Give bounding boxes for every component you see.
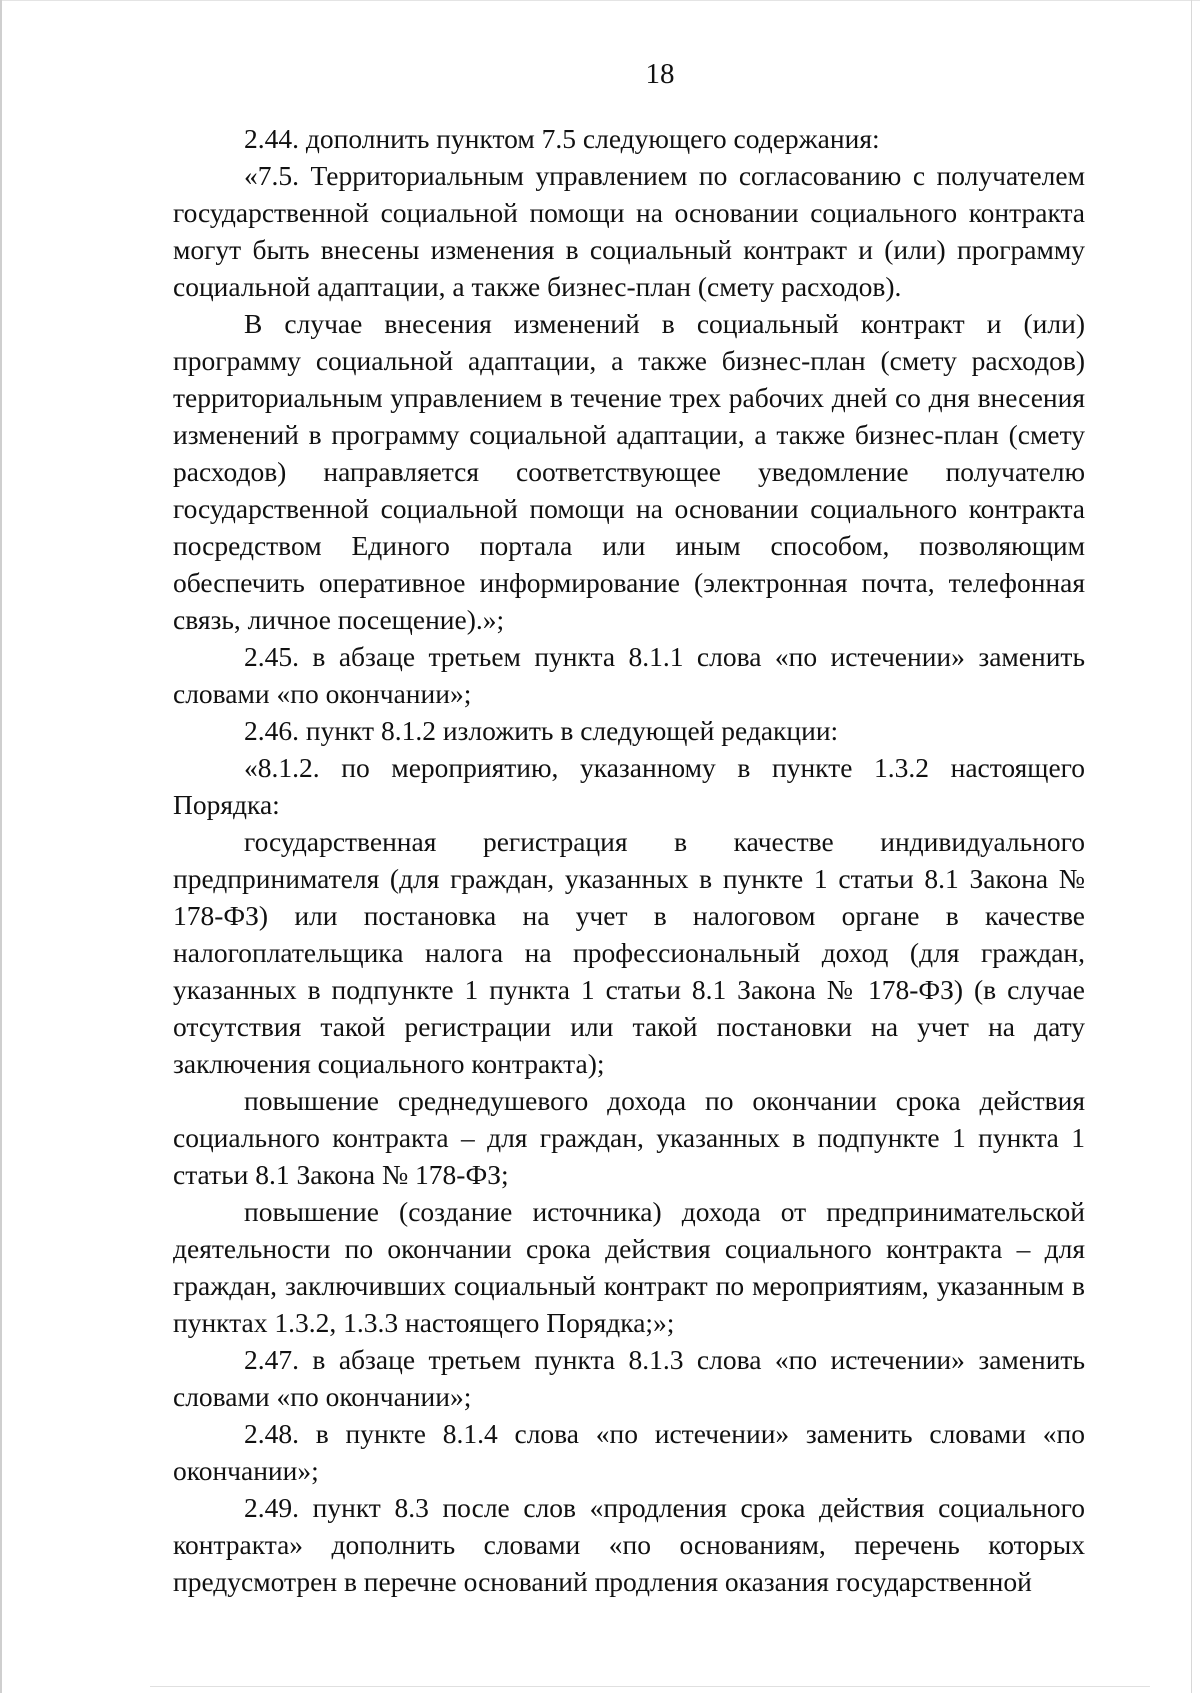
- scan-edge-right: [1191, 0, 1192, 1693]
- paragraph-7-5: «7.5. Территориальным управлением по согласованию с получателем государственной социальной помощи на основании социального контракта могут быть внесены изменения в социальный контракт и (или) программу социальной адаптации, а также бизнес-план (смету расходов).: [173, 160, 1085, 302]
- paragraph-2-48: 2.48. в пункте 8.1.4 слова «по истечении» заменить словами «по окончании»;: [173, 1418, 1085, 1486]
- paragraph-2-49: 2.49. пункт 8.3 после слов «продления срока действия социального контракта» дополнить словами «по основаниям, перечень которых предусмотрен в перечне оснований продления оказания государственной: [173, 1492, 1085, 1597]
- paragraph-8-1-2: «8.1.2. по мероприятию, указанному в пункте 1.3.2 настоящего Порядка:: [173, 752, 1085, 820]
- scan-edge-left: [0, 0, 2, 1693]
- document-body: [173, 120, 1085, 1600]
- paragraph-business-income: повышение (создание источника) дохода от предпринимательской деятельности по окончании срока действия социального контракта – для граждан, заключивших социальный контракт по мероприятиям, указанным в пунктах 1.3.2, 1.3.3 настоящего Порядка;»;: [173, 1196, 1085, 1338]
- page-number: 18: [645, 58, 675, 90]
- scan-edge-top: [0, 0, 1200, 1]
- paragraph-2-47: 2.47. в абзаце третьем пункта 8.1.3 слова «по истечении» заменить словами «по окончании»;: [173, 1344, 1085, 1412]
- paragraph-state-registration: государственная регистрация в качестве индивидуального предпринимателя (для граждан, указанных в пункте 1 статьи 8.1 Закона № 178-ФЗ) или постановка на учет в налоговом органе в качестве налогоплательщика налога на профессиональный доход (для граждан, указанных в подпункте 1 пункта 1 статьи 8.1 Закона № 178-ФЗ) (в случае отсутствия такой регистрации или такой постановки на учет на дату заключения социального контракта);: [173, 826, 1085, 1079]
- paragraph-2-46: 2.46. пункт 8.1.2 изложить в следующей редакции:: [244, 715, 839, 746]
- paragraph-income-increase: повышение среднедушевого дохода по окончании срока действия социального контракта – для граждан, указанных в подпункте 1 пункта 1 статьи 8.1 Закона № 178-ФЗ;: [173, 1085, 1085, 1190]
- paragraph-2-45: 2.45. в абзаце третьем пункта 8.1.1 слова «по истечении» заменить словами «по окончании»;: [173, 641, 1085, 709]
- paragraph-changes-notice: В случае внесения изменений в социальный контракт и (или) программу социальной адаптации, а также бизнес-план (смету расходов) территориальным управлением в течение трех рабочих дней со дня внесения изменений в программу социальной адаптации, а также бизнес-план (смету расходов) направляется соответствующее уведомление получателю государственной социальной помощи на основании социального контракта посредством Единого портала или иным способом, позволяющим обеспечить оперативное информирование (электронная почта, телефонная связь, личное посещение).»;: [173, 308, 1085, 635]
- paragraph-2-44: 2.44. дополнить пунктом 7.5 следующего содержания:: [244, 123, 880, 154]
- scan-edge-bottom: [150, 1686, 1150, 1687]
